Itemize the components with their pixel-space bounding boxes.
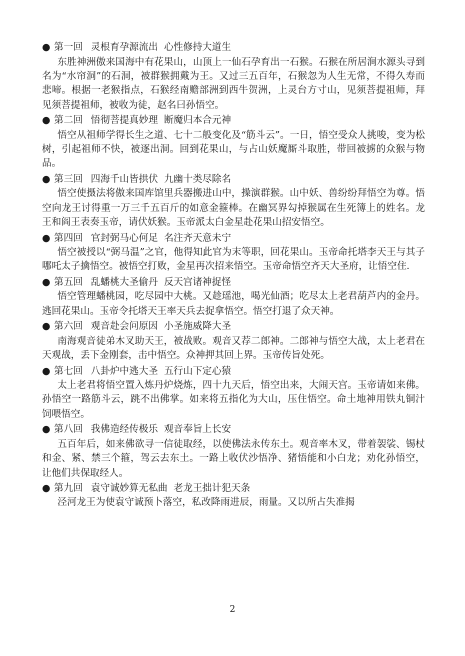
chapter-heading (42, 275, 425, 291)
chapter-title-first: 四海千山皆拱伏 (90, 173, 158, 185)
chapter-title-second: 小圣施威降大圣 (163, 321, 232, 333)
chapter-number: 第七回 (54, 365, 83, 377)
chapter-summary: 泾河龙王为使袁守诚预卜落空，私改降雨进辰，雨量。又以所占失准揭 (57, 497, 355, 509)
chapter-title-first: 悟彻菩提真妙理 (90, 115, 158, 127)
chapter-number: 第二回 (54, 115, 83, 127)
chapter-title-first: 八卦炉中逃大圣 (90, 365, 158, 377)
chapter-heading (42, 113, 425, 129)
chapter-2 (42, 113, 425, 172)
bullet-icon: ● (42, 42, 51, 53)
chapter-5 (42, 275, 425, 319)
chapter-title-first: 乱蟠桃大圣偷丹 (90, 276, 158, 288)
chapter-title-second: 九幽十类尽除名 (163, 173, 232, 185)
bullet-icon: ● (42, 365, 51, 377)
chapter-number: 第六回 (54, 321, 83, 333)
chapter-title-first: 袁守诚妙算无私曲 (90, 482, 168, 494)
chapter-summary: 五百年后，如来佛欲寻一信徒取经，以使佛法永传东土。观音率木叉，带着袈裟、锡杖和金、紧、禁三个箍，驾云去东土。一路上收伏沙悟净、猪悟能和小白龙；劝化孙悟空，让他们共保取经人。 (42, 438, 425, 479)
chapter-1 (42, 40, 425, 113)
chapter-number: 第四回 (54, 232, 83, 244)
chapter-title-second: 心性修持大道生 (163, 42, 232, 53)
chapter-title-first: 官封弼马心何足 (90, 232, 158, 244)
chapter-7 (42, 364, 425, 423)
chapter-title-second: 断魔归本合元神 (163, 115, 232, 127)
chapter-title-second: 观音奉旨上长安 (163, 424, 232, 436)
bullet-icon: ● (42, 173, 51, 185)
chapter-number: 第三回 (54, 173, 83, 185)
bullet-icon: ● (42, 482, 51, 494)
chapter-title-second: 反天宫诸神捉怪 (163, 276, 232, 288)
chapter-title-first: 我佛造经传极乐 (90, 424, 158, 436)
chapter-4 (42, 231, 425, 275)
chapter-title-second: 名注齐天意未宁 (163, 232, 232, 244)
chapter-heading (42, 364, 425, 380)
chapter-heading (42, 231, 425, 247)
page-number: 2 (229, 605, 236, 615)
chapter-summary: 东胜神洲傲来国海中有花果山，山顶上一仙石孕育出一石猴。石猴在所居涧水源头寻到名为“水帘洞”的石洞，被群猴拥戴为王。又过三五百年，石猴忽为人生无常，不得久寿而悲啼。根据一老猴指点，石猴经南赡部洲到西牛贺洲，上灵台方寸山，见须菩提祖师，拜见须菩提祖师，被收为徒，赵名曰孙悟空。 (42, 56, 425, 111)
chapter-title-first: 灵根育孕源流出 (90, 42, 158, 53)
chapter-heading (42, 422, 425, 438)
chapter-number: 第一回 (54, 42, 83, 53)
bullet-icon: ● (42, 115, 51, 127)
chapter-title-second: 五行山下定心猿 (163, 365, 232, 377)
chapter-heading (42, 319, 425, 335)
chapter-9 (42, 481, 425, 511)
chapter-heading (42, 481, 425, 497)
chapter-heading (42, 40, 425, 56)
chapter-title-first: 观音赴会问原因 (90, 321, 158, 333)
chapter-summary: 悟空管理蟠桃园，吃尽园中大桃。又趁瑶池，喝光仙酒；吃尽太上老君葫芦内的金丹。逃回花果山。玉帝令托塔天王率天兵去捉拿悟空。悟空打退了众天神。 (42, 291, 425, 317)
chapter-number: 第五回 (54, 276, 83, 288)
chapter-8 (42, 422, 425, 481)
chapter-number: 第九回 (54, 482, 83, 494)
chapter-summary: 太上老君将悟空置入炼丹炉烧炼，四十九天后，悟空出来，大闹天宫。玉帝请如来佛。孙悟空一路筋斗云，跳不出佛掌。如来将五指化为大山，压住悟空。命土地神用铁丸铜汁饲喂悟空。 (42, 380, 425, 420)
chapter-summary: 悟空被授以“弼马温”之官，他得知此官为末等职，回花果山。玉帝命托塔李天王与其子哪吒太子擒悟空。被悟空打败，金星再次招来悟空。玉帝命悟空齐天大圣府，让悟空住. (42, 247, 425, 273)
chapter-summary: 悟空使摄法将傲来国库馆里兵器搬进山中，操演群猴。山中妖、兽纷纷拜悟空为尊。悟空向龙王讨得重一万三千五百斤的如意金箍棒。在幽冥界勾掉猴属在生死簿上的姓名。龙王和阎王表奏玉帝，请伏妖猴。玉帝派太白金星赴花果山招安悟空。 (42, 188, 425, 229)
bullet-icon: ● (42, 424, 51, 436)
chapter-heading (42, 172, 425, 188)
bullet-icon: ● (42, 321, 51, 333)
chapter-summary: 南海观音徒弟木叉助天王，被战败。观音又荐二郎神。二郎神与悟空大战，太上老君在天观战，丢下金刚套，击中悟空。众神押其回上界。玉帝传旨处死。 (42, 335, 425, 362)
chapter-summary: 悟空从祖师学得长生之道、七十二般变化及“筋斗云”。一日，悟空受众人挑唆，变为松树，引起祖师不快，被逐出洞。回到花果山，与占山妖魔厮斗取胜，带回被掳的众猴与物品。 (42, 129, 425, 170)
chapter-title-second: 老龙王拙计犯天条 (173, 482, 251, 494)
chapter-3 (42, 172, 425, 231)
chapter-6 (42, 319, 425, 363)
chapter-number: 第八回 (54, 424, 83, 436)
bullet-icon: ● (42, 232, 51, 244)
bullet-icon: ● (42, 276, 51, 288)
